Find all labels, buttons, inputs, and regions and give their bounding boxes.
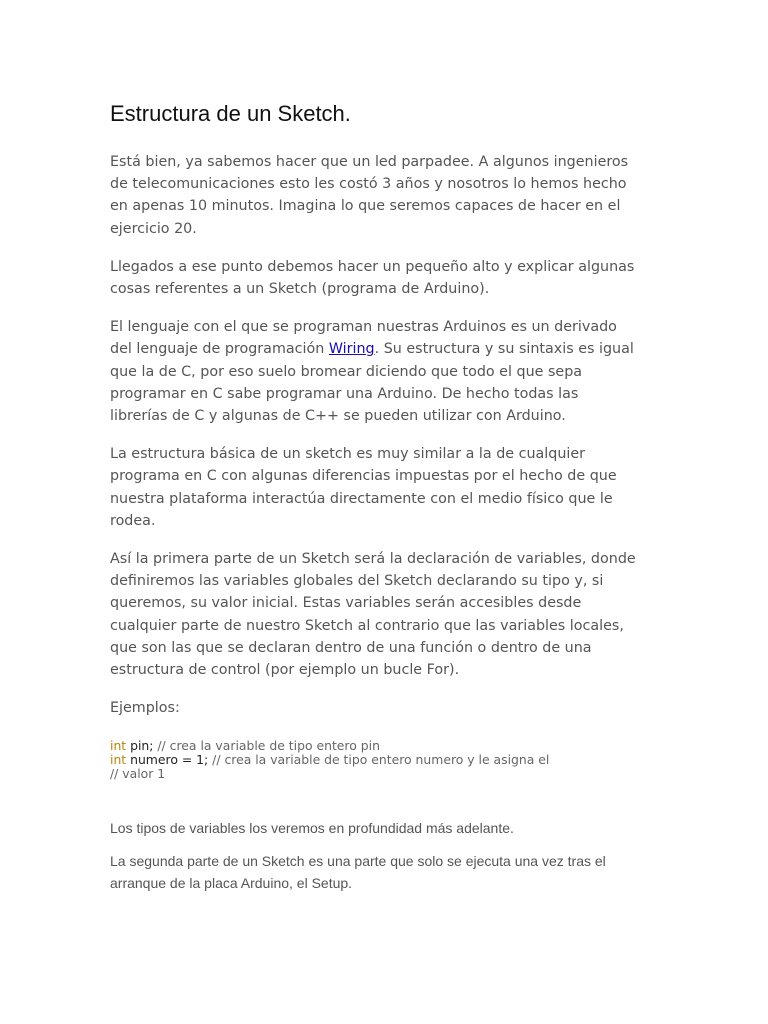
text-line	[110, 338, 670, 360]
text-line: arranque de la placa Arduino, el Setup.	[110, 875, 353, 891]
text-line: ejercicio 20.	[110, 220, 197, 237]
text-line: nuestra plataforma interactúa directamente con el medio físico que le	[110, 490, 613, 507]
text-line: de telecomunicaciones esto les costó 3 años y nosotros lo hemos hecho	[110, 176, 627, 193]
text-line: Así la primera parte de un Sketch será la declaración de variables, donde	[110, 551, 636, 568]
code-comment: // crea la variable de tipo entero pin	[153, 738, 380, 753]
code-keyword: int	[110, 752, 127, 767]
code-line	[110, 739, 549, 753]
text-line: que la de C, por eso suelo bromear diciendo que todo el que sepa	[110, 363, 583, 380]
text-line: librerías de C y algunas de C++ se pueden utilizar con Arduino.	[110, 408, 566, 425]
text-line: La segunda parte de un Sketch es una parte que solo se ejecuta una vez tras el	[110, 853, 606, 869]
text-segment: del lenguaje de programación	[110, 341, 329, 358]
text-line: estructura de control (por ejemplo un bucle For).	[110, 662, 460, 679]
wiring-link[interactable]: Wiring	[328, 341, 375, 358]
paragraph-types: Los tipos de variables los veremos en profundidad más adelante.	[110, 820, 514, 836]
paragraph-structure	[110, 443, 670, 532]
text-line: definiremos las variables globales del Sketch declarando su tipo y, si	[110, 573, 604, 590]
page-title: Estructura de un Sketch.	[110, 101, 351, 126]
examples-label: Ejemplos:	[110, 700, 180, 717]
text-line: en apenas 10 minutos. Imagina lo que seremos capaces de hacer en el	[110, 198, 621, 215]
code-line	[110, 767, 549, 781]
text-line: queremos, su valor inicial. Estas variables serán accesibles desde	[110, 595, 582, 612]
text-line: La estructura básica de un sketch es muy similar a la de cualquier	[110, 446, 586, 463]
text-line: cualquier parte de nuestro Sketch al contrario que las variables locales,	[110, 617, 624, 634]
text-line: Llegados a ese punto debemos hacer un pequeño alto y explicar algunas	[110, 258, 635, 275]
code-comment: // valor 1	[110, 766, 166, 781]
text-line: El lenguaje con el que se programan nuestras Arduinos es un derivado	[110, 319, 617, 336]
text-line: rodea.	[110, 512, 156, 529]
document-tail	[110, 817, 606, 905]
text-line: programa en C con algunas diferencias impuestas por el hecho de que	[110, 468, 617, 485]
text-line: cosas referentes a un Sketch (programa de Arduino).	[110, 281, 490, 298]
code-example	[110, 739, 549, 781]
document-body	[110, 151, 670, 735]
code-text: numero = 1;	[126, 752, 209, 767]
paragraph-language	[110, 316, 670, 427]
text-line: Está bien, ya sabemos hacer que un led parpadee. A algunos ingenieros	[110, 154, 629, 170]
code-text: pin;	[126, 738, 154, 753]
paragraph-variables	[110, 548, 670, 681]
paragraph-setup	[110, 850, 606, 894]
text-line: programar en C sabe programar una Arduino. De hecho todas las	[110, 385, 579, 402]
code-line	[110, 753, 549, 767]
text-segment: . Su estructura y su sintaxis es igual	[374, 341, 634, 358]
paragraph-intro	[110, 151, 670, 240]
code-comment: // crea la variable de tipo entero numero y le asigna el	[208, 752, 550, 767]
text-line: que son las que se declaran dentro de una función o dentro de una	[110, 639, 592, 656]
code-keyword: int	[110, 738, 127, 753]
paragraph-sketch	[110, 256, 670, 300]
